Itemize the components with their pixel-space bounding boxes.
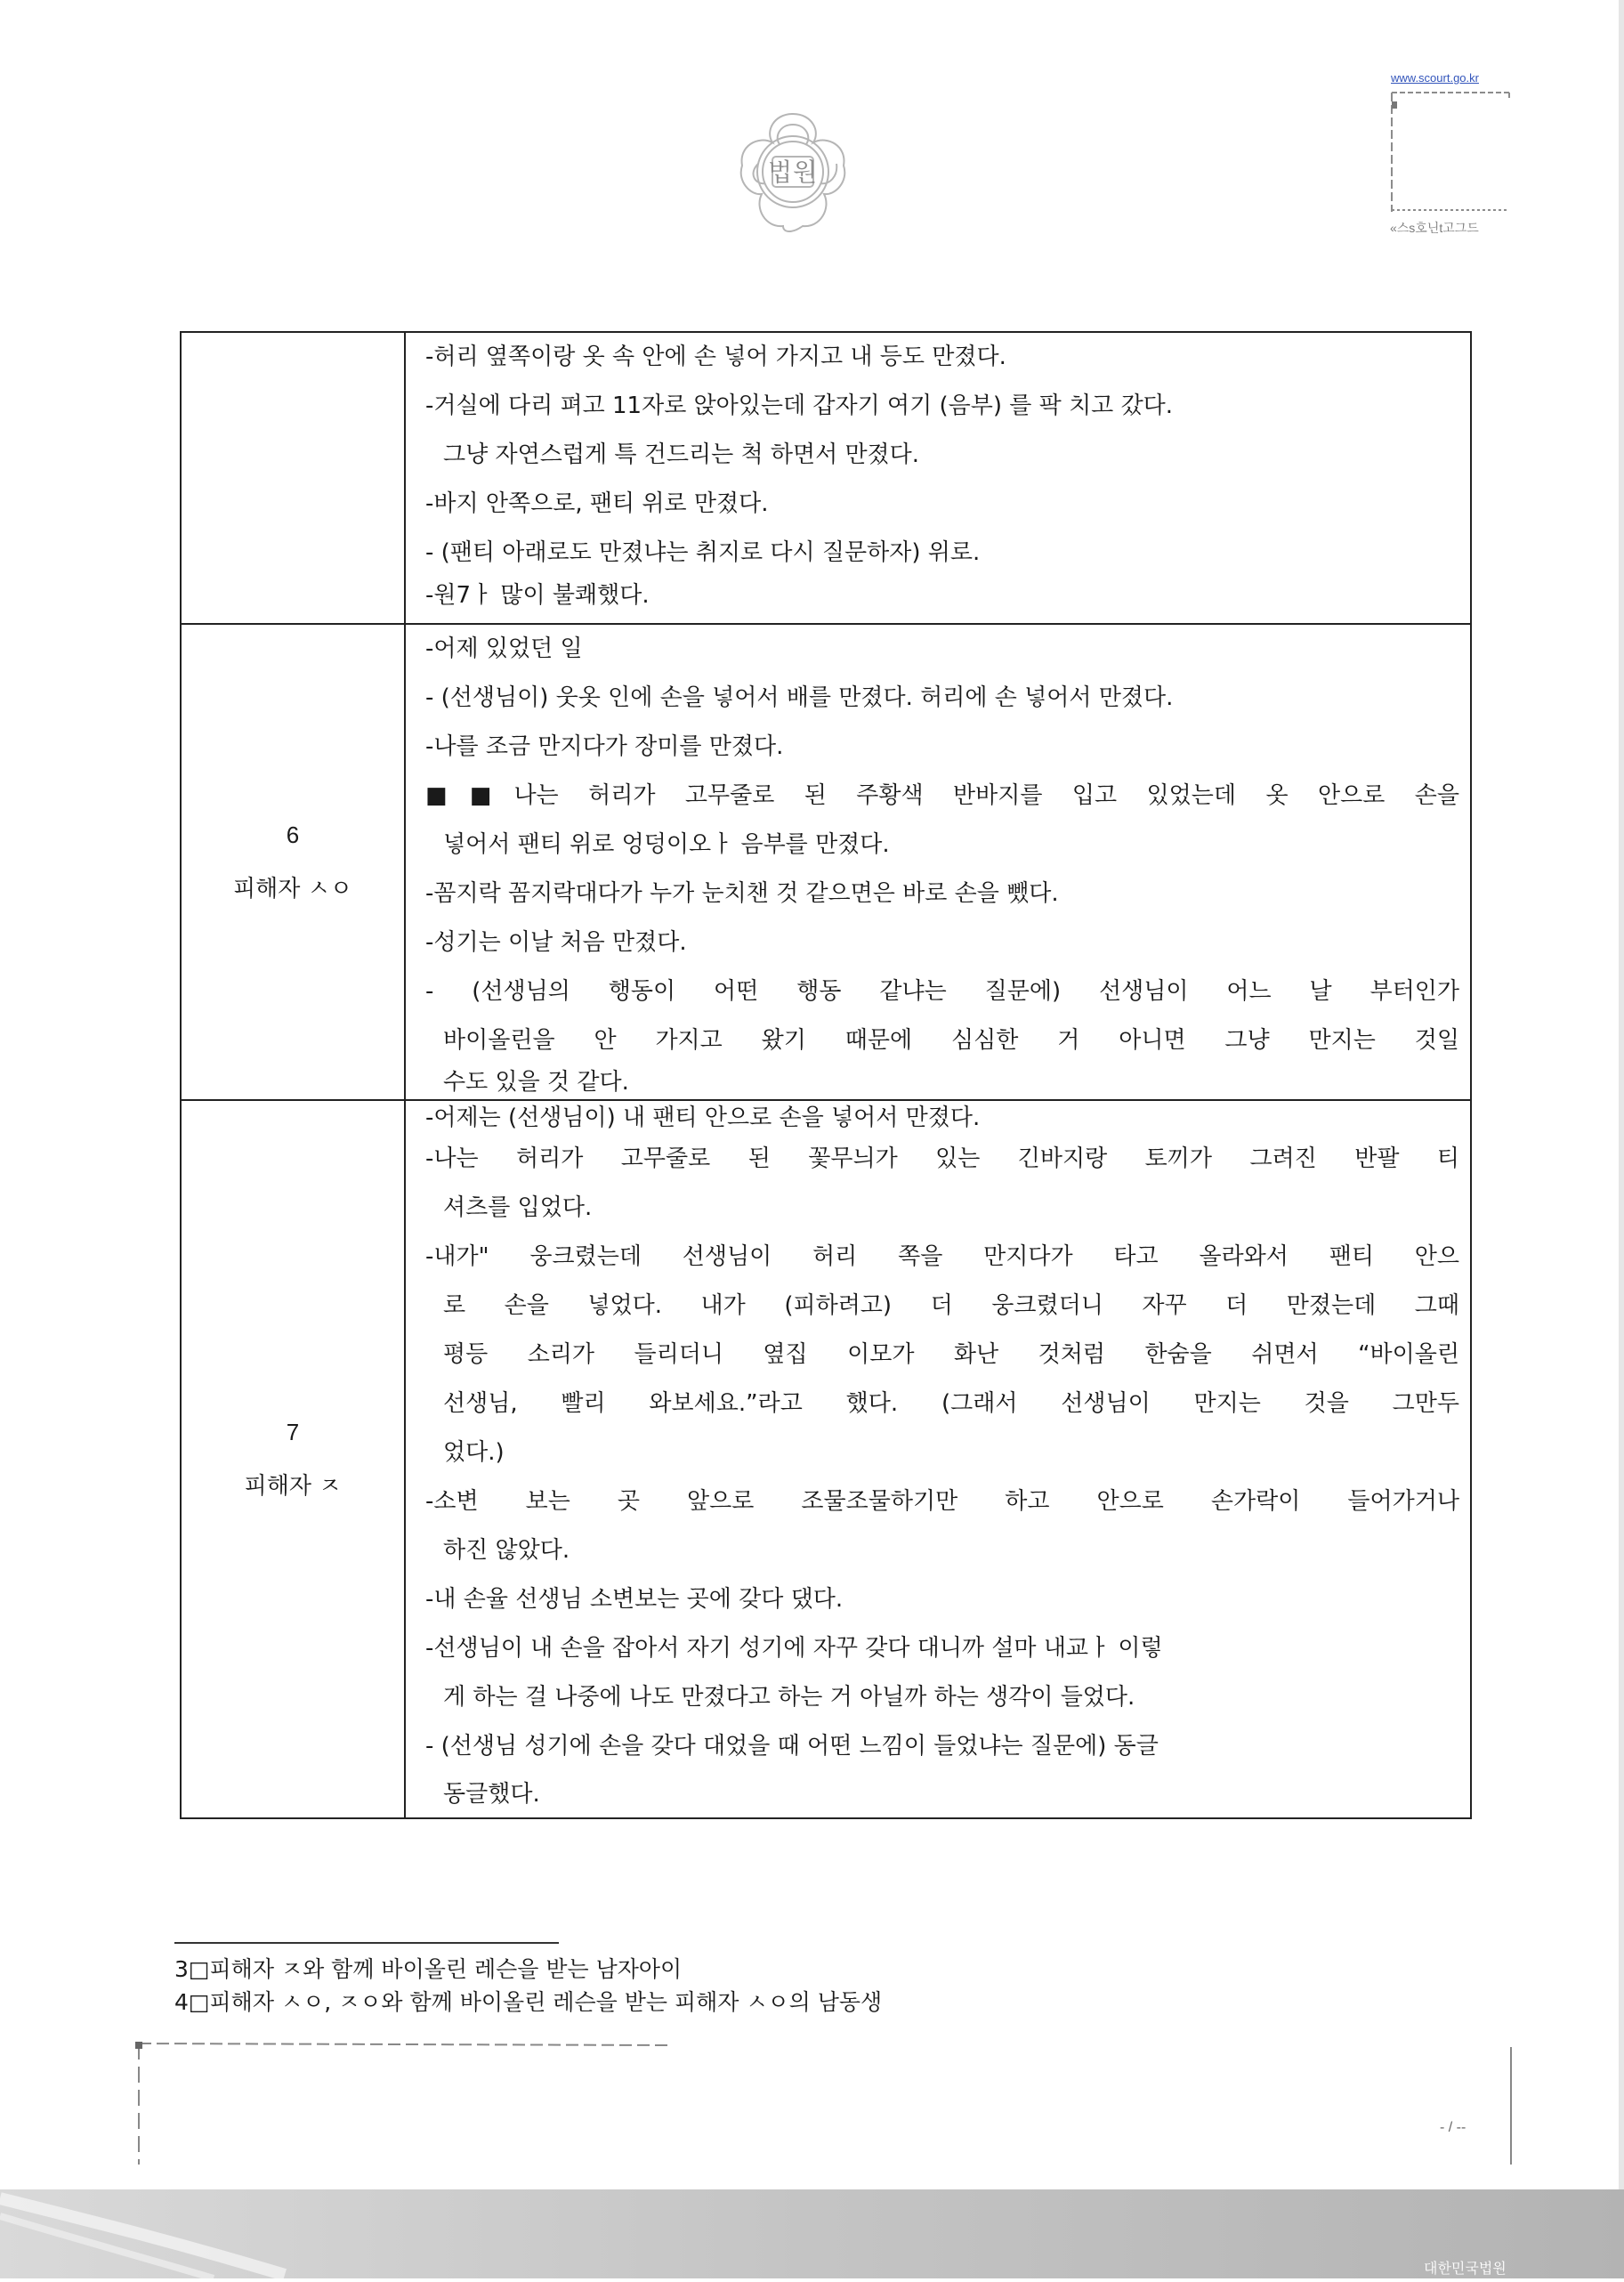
- statement-line: - (팬티 아래로도 만졌냐는 취지로 다시 질문하자) 위로.: [425, 539, 981, 566]
- row-label-cell: [181, 1100, 405, 1818]
- statement-cell: [405, 624, 1471, 1100]
- footnote-3: 3□피해자 ㅈ와 함께 바이올린 레슨을 받는 남자아이: [174, 1956, 683, 1982]
- court-emblem: [728, 107, 858, 237]
- row-number: 6: [286, 821, 300, 848]
- statement-line: -바지 안쪽으로, 팬티 위로 만졌다.: [425, 490, 769, 517]
- statement-line: - (선생님이) 웃옷 인에 손을 넣어서 배를 만졌다. 허리에 손 넣어서 만졌다.: [425, 684, 1174, 711]
- emblem-text: 법원: [767, 158, 819, 187]
- statement-line: -허리 옆쪽이랑 옷 속 안에 손 넣어 가지고 내 등도 만졌다.: [425, 344, 1006, 370]
- bottom-frame: [133, 2040, 1515, 2172]
- statement-line: -원7ㅏ 많이 불쾌했다.: [425, 582, 650, 609]
- qr-caption: «스s호닌t고그드: [1390, 221, 1479, 235]
- statement-line: -선생님이 내 손을 잡아서 자기 성기에 자꾸 갖다 대니까 설마 내교ㅏ 이렇: [425, 1635, 1163, 1662]
- statement-line: -나는 허리가 고무줄로 된 꽃무늬가 있는 긴바지랑 토끼가 그려진 반팔 티: [425, 1145, 1459, 1172]
- statement-line: -꼼지락 꼼지락대다가 누가 눈치챈 것 같으면은 바로 손을 뺐다.: [425, 880, 1059, 907]
- statement-line: - (선생님 성기에 손을 갖다 대었을 때 어떤 느낌이 들었냐는 질문에) 동글: [425, 1733, 1159, 1760]
- statement-table: [180, 331, 1472, 1819]
- statement-cell: [405, 332, 1471, 624]
- statement-line: 그냥 자연스럽게 특 건드리는 척 하면서 만졌다.: [443, 441, 920, 468]
- table-row: [181, 1100, 1471, 1818]
- footnote-separator: [174, 1942, 559, 1944]
- statement-line: 셔츠를 입었다.: [443, 1194, 593, 1221]
- row-label-cell: [181, 624, 405, 1100]
- victim-label: 피해자 ㅅㅇ: [233, 875, 352, 902]
- statement-line: 게 하는 걸 나중에 나도 만졌다고 하는 거 아닐까 하는 생각이 들었다.: [443, 1684, 1135, 1711]
- page-edge: [1619, 0, 1624, 2278]
- statement-line: 수도 있을 것 같다.: [443, 1069, 629, 1096]
- row-label-cell: [181, 332, 405, 624]
- statement-line: -소변 보는 곳 앞으로 조물조물하기만 하고 안으로 손가락이 들어가거나: [425, 1488, 1459, 1515]
- footnote-4: 4□피해자 ㅅㅇ, ㅈㅇ와 함께 바이올린 레슨을 받는 피해자 ㅅㅇ의 남동생: [174, 1989, 883, 2015]
- court-url-link[interactable]: www.scourt.go.kr: [1391, 71, 1479, 85]
- statement-line: 선생님, 빨리 와보세요.”라고 했다. (그래서 선생님이 만지는 것을 그만두: [443, 1390, 1459, 1417]
- page-number: - / --: [1440, 2120, 1466, 2135]
- statement-line: 로 손을 넣었다. 내가 (피하려고) 더 웅크렸더니 자꾸 더 만졌는데 그때: [443, 1292, 1459, 1319]
- statement-line: 하진 않았다.: [443, 1537, 570, 1564]
- statement-line: 넣어서 팬티 위로 엉덩이오ㅏ 음부를 만졌다.: [443, 831, 890, 858]
- statement-line: 평등 소리가 들리더니 옆집 이모가 화난 것처럼 한숨을 쉬면서 “바이올린: [443, 1341, 1459, 1368]
- statement-line: -거실에 다리 펴고 11자로 앉아있는데 갑자기 여기 (음부) 를 팍 치고 갔다.: [425, 392, 1174, 419]
- statement-line: -성기는 이날 처음 만졌다.: [425, 929, 687, 956]
- table-row: [181, 332, 1471, 624]
- qr-code-frame: [1390, 89, 1511, 214]
- statement-line: -내 손율 선생님 소변보는 곳에 갖다 댔다.: [425, 1586, 844, 1613]
- statement-line: -어제 있었던 일: [425, 635, 583, 662]
- statement-line: - (선생님의 행동이 어떤 행동 같냐는 질문에) 선생님이 어느 날 부터인가: [425, 978, 1459, 1005]
- statement-line: -어제는 (선생님이) 내 팬티 안으로 손을 넣어서 만졌다.: [425, 1105, 981, 1131]
- row-number: 7: [286, 1418, 300, 1445]
- statement-line: 었다.): [443, 1439, 505, 1466]
- statement-line: -내가" 웅크렸는데 선생님이 허리 쪽을 만지다가 타고 올라와서 팬티 안으: [425, 1243, 1459, 1270]
- statement-line: 동글했다.: [443, 1781, 540, 1808]
- footer-court-label: 대한민국법원: [1424, 2260, 1507, 2277]
- statement-cell: [405, 1100, 1471, 1818]
- footer-band: [0, 2189, 1624, 2278]
- statement-line: -나를 조금 만지다가 장미를 만졌다.: [425, 733, 784, 760]
- table-row: [181, 624, 1471, 1100]
- statement-line: ■■나는 허리가 고무줄로 된 주황색 반바지를 입고 있었는데 옷 안으로 손을: [425, 782, 1459, 809]
- statement-line: 바이올린을 안 가지고 왔기 때문에 심심한 거 아니면 그냥 만지는 것일: [443, 1027, 1459, 1054]
- victim-label: 피해자 ㅈ: [244, 1472, 342, 1500]
